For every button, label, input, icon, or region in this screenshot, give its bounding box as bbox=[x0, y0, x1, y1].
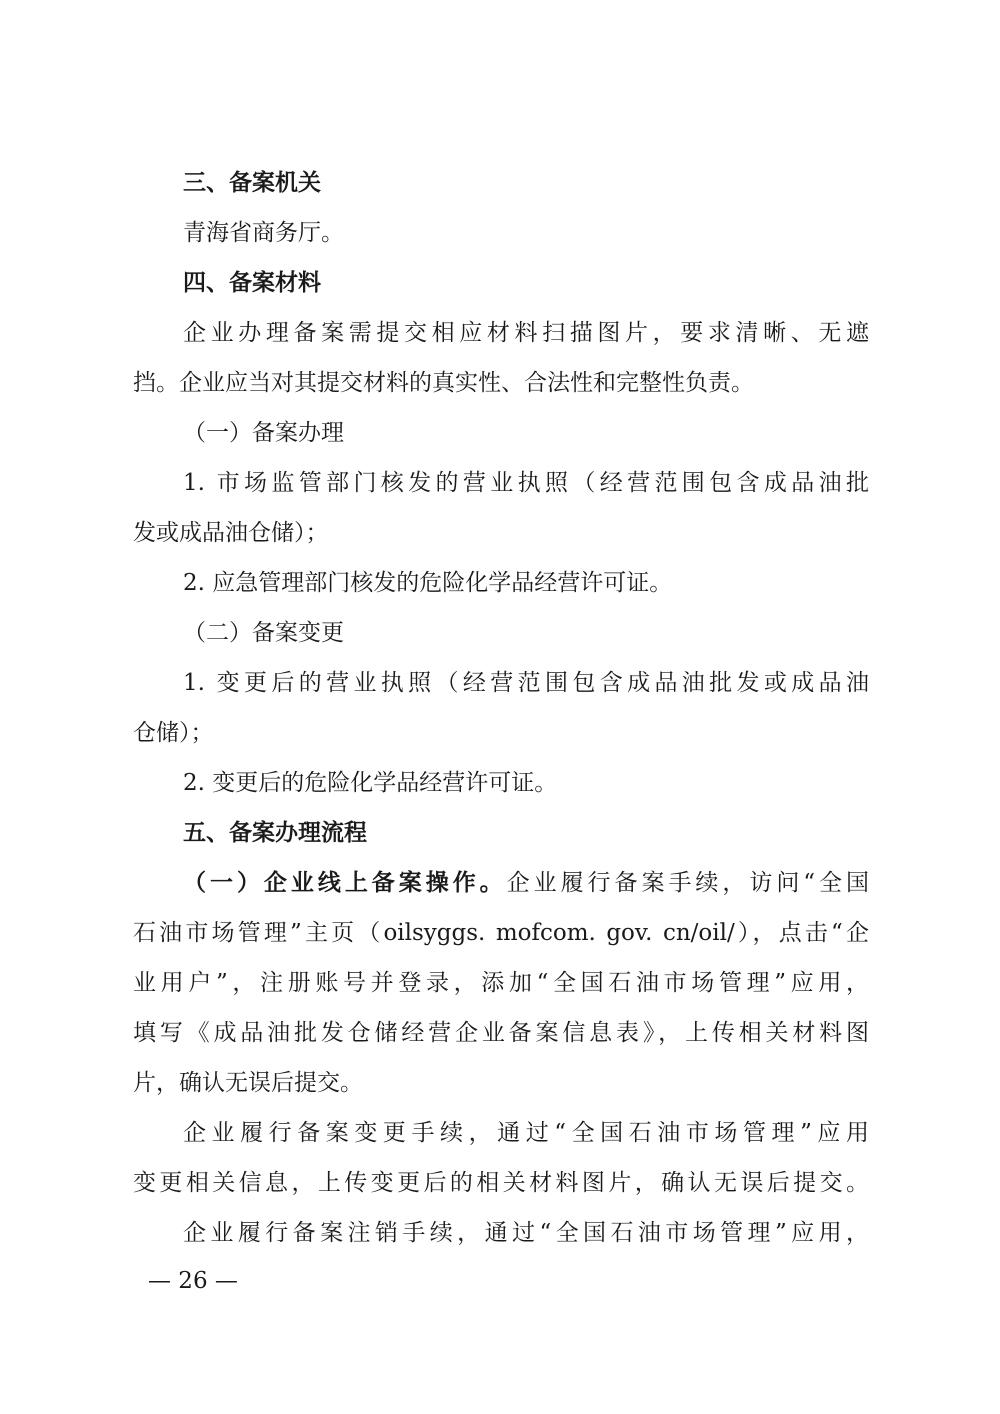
body-text: 企业履行备案变更手续，通过“全国石油市场管理”应用 bbox=[183, 1120, 869, 1146]
body-text: （二）备案变更 bbox=[183, 620, 344, 646]
text-line bbox=[133, 358, 869, 408]
body-text: 变更相关信息，上传变更后的相关材料图片，确认无误后提交。 bbox=[133, 1170, 869, 1196]
text-line bbox=[133, 608, 869, 658]
text-line bbox=[133, 958, 869, 1008]
document-body bbox=[133, 158, 869, 1258]
body-text: 1. 变更后的营业执照（经营范围包含成品油批发或成品油 bbox=[183, 670, 869, 696]
heading-text: 三、备案机关 bbox=[183, 169, 321, 196]
text-line bbox=[133, 1108, 869, 1158]
text-line bbox=[133, 458, 869, 508]
page-number: — 26 — bbox=[148, 1268, 238, 1294]
text-line bbox=[133, 308, 869, 358]
body-text: 仓储）； bbox=[133, 720, 214, 746]
body-text: 挡。企业应当对其提交材料的真实性、合法性和完整性负责。 bbox=[133, 370, 754, 396]
body-text: 企业办理备案需提交相应材料扫描图片，要求清晰、无遮 bbox=[183, 320, 869, 346]
text-line bbox=[133, 1058, 869, 1108]
text-line bbox=[133, 558, 869, 608]
body-text: 片，确认无误后提交。 bbox=[133, 1070, 363, 1096]
heading-text: 五、备案办理流程 bbox=[183, 819, 367, 846]
text-line bbox=[133, 508, 869, 558]
text-line bbox=[133, 258, 869, 308]
body-text: 青海省商务厅。 bbox=[183, 220, 344, 246]
body-text: 1. 市场监管部门核发的营业执照（经营范围包含成品油批 bbox=[183, 470, 869, 496]
text-line bbox=[133, 858, 869, 908]
text-line bbox=[133, 708, 869, 758]
text-line bbox=[133, 408, 869, 458]
text-line bbox=[133, 208, 869, 258]
body-text: 填写《成品油批发仓储经营企业备案信息表》，上传相关材料图 bbox=[133, 1020, 869, 1046]
body-text: 业用户”，注册账号并登录，添加“全国石油市场管理”应用， bbox=[133, 970, 869, 996]
heading-text: （一）企业线上备案操作。 bbox=[183, 869, 507, 896]
text-line bbox=[133, 158, 869, 208]
text-line bbox=[133, 1208, 869, 1258]
text-line bbox=[133, 1158, 869, 1208]
body-text: 企业履行备案注销手续，通过“全国石油市场管理”应用， bbox=[183, 1220, 869, 1246]
text-line bbox=[133, 658, 869, 708]
text-line bbox=[133, 908, 869, 958]
text-line bbox=[133, 1008, 869, 1058]
body-text: 企业履行备案手续，访问“全国 bbox=[506, 870, 869, 896]
body-text: 发或成品油仓储）； bbox=[133, 520, 329, 546]
body-text: 2. 应急管理部门核发的危险化学品经营许可证。 bbox=[183, 570, 673, 596]
body-text: 石油市场管理”主页（oilsyggs. mofcom. gov. cn/oil/），点击“企 bbox=[133, 920, 869, 946]
text-line bbox=[133, 758, 869, 808]
body-text: （一）备案办理 bbox=[183, 420, 344, 446]
body-text: 2. 变更后的危险化学品经营许可证。 bbox=[183, 770, 558, 796]
heading-text: 四、备案材料 bbox=[183, 269, 321, 296]
text-line bbox=[133, 808, 869, 858]
